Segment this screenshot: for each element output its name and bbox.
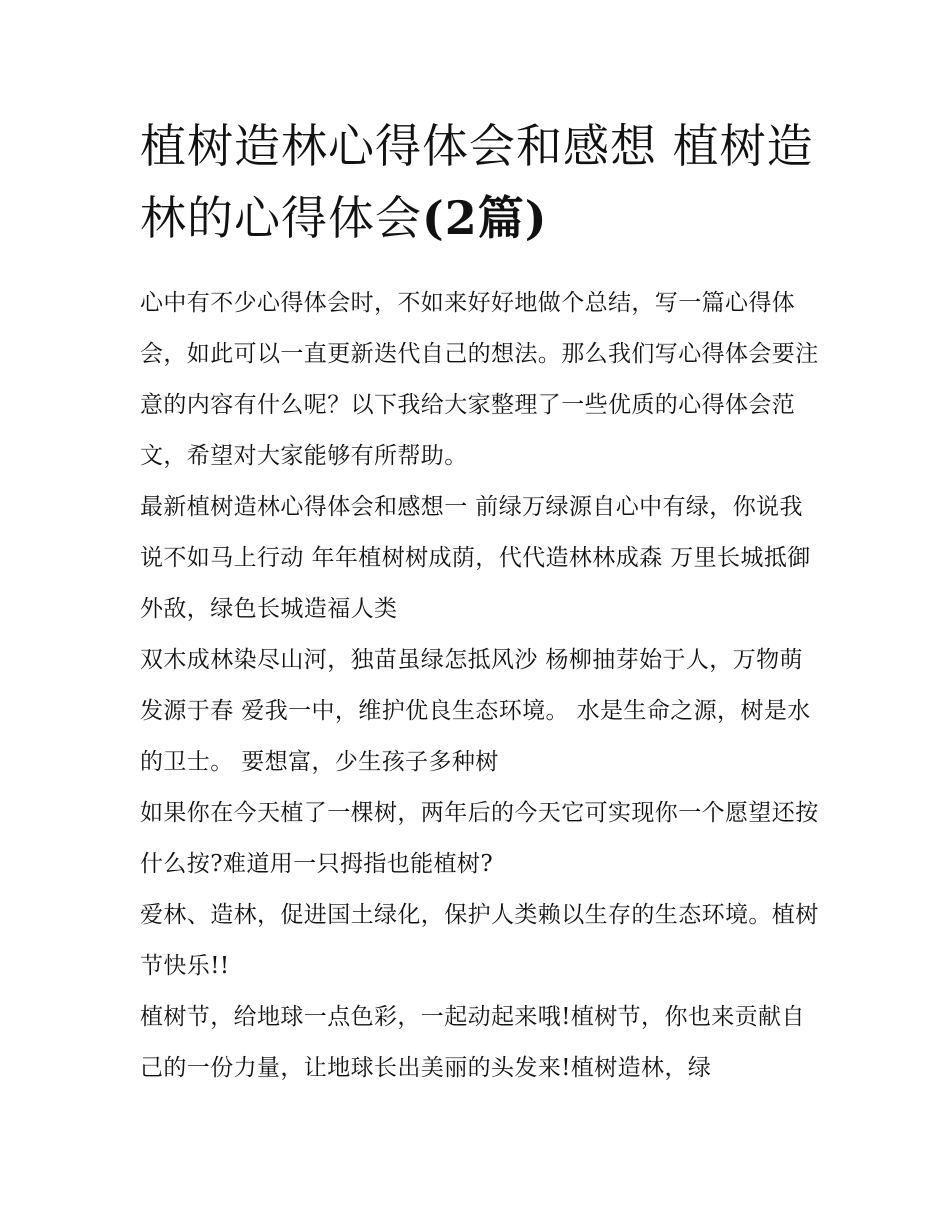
document-title: 植树造林心得体会和感想 植树造林的心得体会(2篇): [140, 119, 814, 245]
paragraph-intro: 心中有不少心得体会时，不如来好好地做个总结，写一篇心得体会，如此可以一直更新迭代自己的想法。那么我们写心得体会要注意的内容有什么呢？以下我给大家整理了一些优质的心得体会范文，希望对大家能够有所帮助。: [140, 290, 819, 469]
paragraph-slogans-5: 植树节，给地球一点色彩，一起动起来哦!植树节，你也来贡献自己的一份力量，让地球长出美丽的头发来!植树造林，绿: [140, 1004, 805, 1081]
paragraph-slogans-2: 双木成林染尽山河，独苗虽绿怎抵风沙 杨柳抽芽始于人，万物萌发源于春 爱我一中，维护优良生态环境。 水是生命之源，树是水的卫士。 要想富，少生孩子多种树: [140, 647, 811, 775]
paragraph-slogans-4: 爱林、造林，促进国土绿化，保护人类赖以生存的生态环境。植树节快乐!!: [140, 902, 819, 979]
paragraph-slogans-1: 最新植树造林心得体会和感想一 前绿万绿源自心中有绿，你说我说不如马上行动 年年植树树成荫，代代造林林成森 万里长城抵御外敌，绿色长城造福人类: [140, 494, 811, 622]
paragraph-slogans-3: 如果你在今天植了一棵树，两年后的今天它可实现你一个愿望还按什么按?难道用一只拇指也能植树?: [140, 800, 819, 877]
document-page: [140, 110, 820, 1094]
